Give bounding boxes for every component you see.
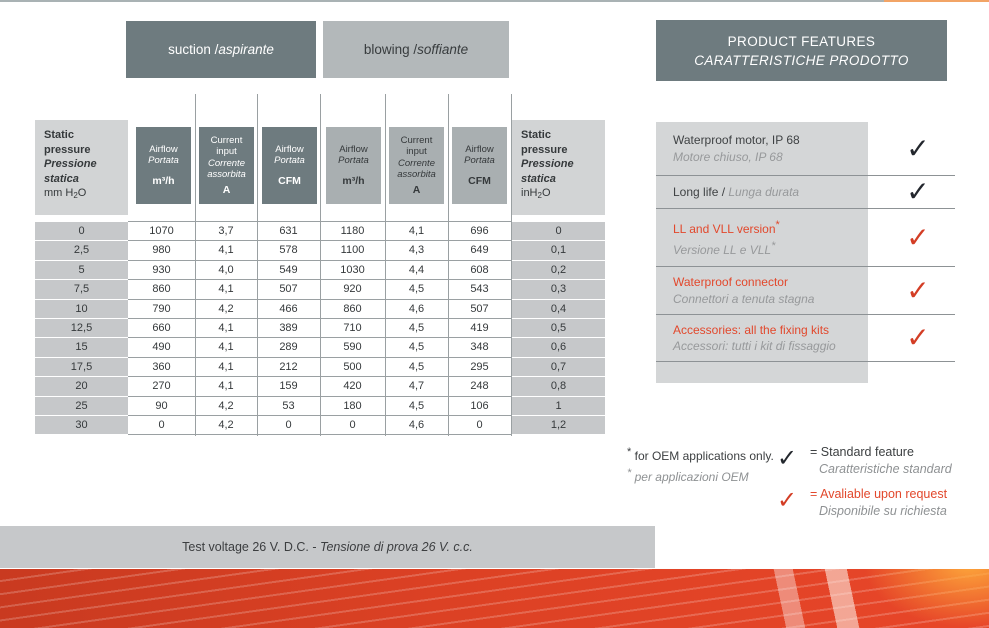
data-cell: 53: [282, 399, 295, 412]
data-cell: 0: [158, 418, 165, 431]
data-cell: 106: [470, 399, 489, 412]
data-cell: 710: [343, 321, 362, 334]
header-line: Static: [44, 129, 74, 141]
table-row: [128, 397, 511, 416]
data-cell: 466: [279, 302, 298, 315]
static-pressure-value: 12,5: [35, 319, 128, 337]
data-cell: 180: [343, 399, 362, 412]
data-cell: 4,1: [218, 321, 234, 334]
check-icon: ✓: [777, 444, 798, 472]
top-rule: [0, 0, 989, 2]
test-voltage-bar: [0, 526, 655, 568]
data-cell: 578: [279, 244, 298, 257]
static-pressure-value: 7,5: [35, 280, 128, 298]
feature-row: [656, 122, 955, 176]
data-cell: 4,0: [218, 263, 234, 276]
data-cell: 90: [155, 399, 168, 412]
data-cell: 920: [343, 283, 362, 296]
data-cell: 248: [470, 380, 489, 393]
feature-label-it: Versione LL e VLL*: [673, 239, 776, 257]
static-pressure-value: 10: [35, 300, 128, 318]
legend-standard-feature: [777, 444, 952, 477]
asterisk: *: [627, 446, 632, 458]
suction-label-it: aspirante: [218, 42, 274, 57]
feature-row: [656, 176, 955, 209]
static-pressure-value: 0: [512, 222, 605, 240]
header-line: input: [406, 146, 427, 158]
features-list: [656, 122, 955, 362]
data-cell: 860: [152, 283, 171, 296]
table-row: [128, 280, 511, 299]
header-unit: A: [222, 183, 231, 196]
static-pressure-value: 17,5: [35, 358, 128, 376]
data-cell: 4,5: [408, 283, 425, 296]
header-unit: A: [412, 183, 421, 196]
col-header-current-suction: [199, 127, 254, 204]
data-cell: 4,1: [408, 225, 425, 237]
header-unit: CFM: [468, 174, 491, 187]
data-cell: 543: [470, 283, 489, 296]
header-line: Current: [400, 134, 433, 146]
data-cell: 490: [152, 341, 171, 354]
static-pressure-value: 25: [35, 397, 128, 415]
static-pressure-value: 30: [35, 416, 128, 434]
check-icon: ✓: [906, 220, 930, 254]
data-cell: 360: [152, 360, 171, 373]
legend-standard-sub: Caratteristiche standard: [819, 461, 952, 476]
product-features-title: PRODUCT FEATURES: [727, 33, 876, 49]
col-header-airflow-cfm-suction: [262, 127, 317, 204]
col-header-current-blowing: [389, 127, 444, 204]
unit-inh2o: inH$_2$O: [521, 187, 551, 200]
unit-mmh2o: mm $H_2O$: [44, 187, 87, 200]
header-line: pressure: [44, 143, 91, 156]
static-pressure-value: 0,1: [512, 241, 605, 259]
table-row: [128, 358, 511, 377]
header-line: Portata: [338, 155, 369, 167]
data-cell: 4,7: [408, 380, 425, 393]
data-cell: 1180: [340, 225, 365, 237]
header-line: Portata: [464, 155, 495, 167]
header-line: Airflow: [339, 143, 368, 155]
asterisk: *: [775, 219, 780, 231]
data-cell: 4,2: [218, 399, 234, 412]
data-cell: 1070: [149, 225, 174, 237]
header-unit: m³/h: [152, 174, 175, 187]
data-cell: 4,3: [408, 244, 425, 257]
top-rule-accent: [884, 0, 989, 2]
feature-label-it: Accessori: tutti i kit di fissaggio: [673, 339, 836, 353]
table-row: [128, 241, 511, 260]
data-cell: 590: [343, 341, 362, 354]
col-header-airflow-cfm-blowing: [452, 127, 507, 204]
data-cell: 696: [470, 225, 489, 237]
check-icon: ✓: [906, 273, 930, 307]
data-cell: 212: [279, 360, 298, 373]
data-cell: 389: [279, 321, 298, 334]
data-cell: 860: [343, 302, 362, 315]
static-pressure-value: 0,2: [512, 261, 605, 279]
suction-group-header: [126, 21, 316, 78]
check-icon: ✓: [906, 175, 930, 208]
data-cell: 0: [349, 418, 356, 431]
static-pressure-value: 0,8: [512, 377, 605, 395]
static-pressure-value: 0,7: [512, 358, 605, 376]
data-cell: 4,1: [218, 360, 234, 373]
header-line: Current: [210, 134, 243, 146]
static-pressure-value: 1: [512, 397, 605, 415]
check-icon: ✓: [777, 486, 798, 514]
static-pressure-value: 0: [35, 222, 128, 240]
perf-data-grid: [128, 221, 511, 435]
legend-request-label: = Avaliable upon request: [810, 487, 948, 501]
data-cell: 507: [470, 302, 489, 315]
static-pressure-value: 5: [35, 261, 128, 279]
blowing-label-en: blowing /: [363, 42, 418, 57]
feature-label-en: LL and VLL version*: [673, 219, 780, 236]
asterisk: *: [771, 239, 776, 252]
feature-label-en: Waterproof motor, IP 68: [673, 133, 800, 147]
blowing-group-header: [323, 21, 509, 78]
static-pressure-value: 1,2: [512, 416, 605, 434]
table-row: [128, 261, 511, 280]
data-cell: 500: [343, 360, 362, 373]
blowing-label-it: soffiante: [417, 42, 469, 57]
static-pressure-value: 0,5: [512, 319, 605, 337]
table-row: [128, 377, 511, 396]
data-cell: 0: [476, 418, 483, 431]
static-pressure-header-right: [512, 120, 605, 215]
data-cell: 4,1: [218, 244, 234, 257]
data-cell: 4,1: [218, 380, 234, 393]
header-line: Corrente: [208, 157, 245, 169]
oem-note-it: * per applicazioni OEM: [627, 467, 749, 484]
data-cell: 649: [470, 244, 489, 257]
red-stripe-band: [0, 569, 989, 628]
table-row: [128, 416, 511, 435]
oem-note: [627, 444, 774, 486]
col-header-airflow-m3h-blowing: [326, 127, 381, 204]
data-cell: 660: [152, 321, 171, 334]
feature-label-it: Motore chiuso, IP 68: [673, 149, 783, 164]
static-pressure-value: 15: [35, 338, 128, 356]
data-cell: 159: [279, 380, 298, 393]
data-cell: 1100: [340, 244, 365, 257]
data-cell: 4,5: [408, 341, 425, 354]
static-pressure-value: 20: [35, 377, 128, 395]
data-cell: 4,1: [218, 283, 234, 296]
data-cell: 270: [152, 380, 171, 393]
feature-label-combined: Long life / Lunga durata: [673, 184, 800, 199]
check-icon: ✓: [906, 321, 930, 354]
feature-label-it: Connettori a tenuta stagna: [673, 291, 815, 306]
header-line: assorbita: [397, 169, 436, 181]
header-unit: CFM: [278, 174, 301, 187]
data-cell: 980: [152, 244, 171, 257]
data-cell: 3,7: [218, 225, 234, 237]
data-cell: 4,5: [408, 399, 425, 412]
feature-row: [656, 267, 955, 315]
header-line: Airflow: [465, 143, 494, 155]
data-cell: 4,2: [218, 418, 234, 431]
static-pressure-value: 0,6: [512, 338, 605, 356]
data-cell: 4,6: [408, 418, 425, 431]
table-row: [128, 222, 511, 241]
check-icon: ✓: [906, 131, 930, 165]
right-label-column: [512, 222, 605, 435]
data-cell: 0: [285, 418, 292, 431]
data-cell: 790: [152, 302, 171, 315]
legend-standard-label: = Standard feature: [810, 445, 914, 459]
data-cell: 4,6: [408, 302, 425, 315]
data-cell: 549: [279, 263, 298, 276]
data-cell: 507: [279, 283, 298, 296]
feature-label-en: Accessories: all the fixing kits: [673, 322, 830, 337]
oem-note-en: * for OEM applications only.: [627, 446, 774, 463]
header-line: statica: [44, 172, 79, 185]
data-cell: 419: [470, 321, 489, 334]
legend-available-on-request: [777, 486, 947, 519]
data-cell: 4,5: [408, 360, 425, 373]
header-line: Airflow: [149, 143, 178, 155]
data-cell: 608: [470, 263, 489, 276]
suction-label-en: suction /: [168, 42, 219, 57]
data-cell: 4,5: [408, 321, 425, 334]
feature-row: [656, 209, 955, 267]
static-pressure-value: 0,3: [512, 280, 605, 298]
test-voltage-text: Test voltage 26 V. D.C. - Tensione di prova 26 V. c.c.: [182, 540, 473, 554]
header-unit: m³/h: [342, 174, 365, 187]
header-line: statica: [521, 172, 556, 185]
data-cell: 295: [470, 360, 489, 373]
header-line: Static: [521, 129, 551, 141]
left-label-column: [35, 222, 128, 435]
data-cell: 4,2: [218, 302, 234, 315]
data-cell: 289: [279, 341, 298, 354]
table-row: [128, 300, 511, 319]
static-pressure-value: 0,4: [512, 300, 605, 318]
header-line: Portata: [148, 155, 179, 167]
product-features-header: [656, 20, 947, 81]
table-row: [128, 338, 511, 357]
header-line: pressure: [521, 143, 568, 156]
header-line: Pressione: [44, 158, 97, 170]
asterisk: *: [627, 467, 632, 479]
legend-request-sub: Disponibile su richiesta: [819, 503, 947, 518]
product-features-title-it: CARATTERISTICHE PRODOTTO: [694, 52, 909, 68]
header-line: input: [216, 146, 237, 158]
data-cell: 420: [343, 380, 362, 393]
header-line: Pressione: [521, 158, 574, 170]
feature-label-en: Waterproof connector: [673, 275, 788, 289]
static-pressure-value: 2,5: [35, 241, 128, 259]
data-cell: 930: [152, 263, 171, 276]
data-cell: 631: [279, 225, 298, 237]
header-line: Portata: [274, 155, 305, 167]
header-line: Airflow: [275, 143, 304, 155]
data-cell: 1030: [340, 263, 365, 276]
data-cell: 4,1: [218, 341, 234, 354]
header-line: Corrente: [398, 157, 435, 169]
data-cell: 4,4: [408, 263, 425, 276]
header-line: assorbita: [207, 169, 246, 181]
feature-row: [656, 315, 955, 362]
col-header-airflow-m3h-suction: [136, 127, 191, 204]
data-cell: 348: [470, 341, 489, 354]
table-row: [128, 319, 511, 338]
static-pressure-header-left: [35, 120, 128, 215]
